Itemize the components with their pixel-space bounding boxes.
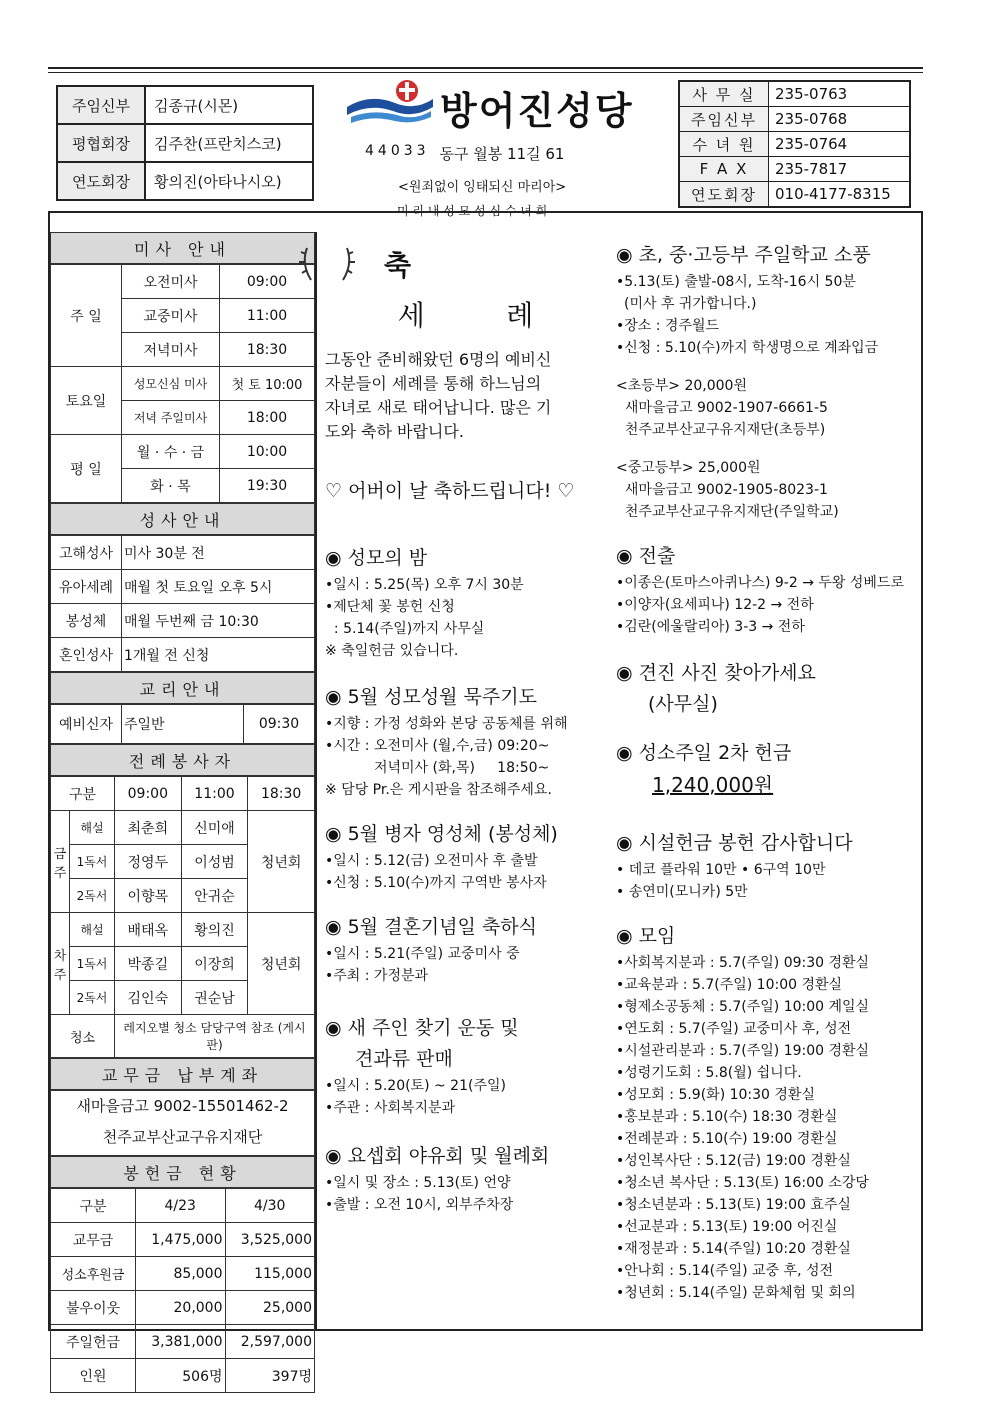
sacrament-info: 매월 두번째 금 10:30 (122, 604, 315, 638)
doctrine-table (50, 704, 315, 744)
section-title: ◉ 요셉회 야유회 및 월례회 (325, 1145, 550, 1167)
column-divider (315, 232, 317, 1331)
vocation-amount: 1,240,000원 (652, 773, 774, 797)
servers-head: 11:00 (181, 777, 248, 811)
mass-name: 성모신심 미사 (122, 367, 220, 401)
account-title: 교무금 납부계좌 (50, 1058, 315, 1090)
text-line: •김란(에울랄리아) 3-3 → 전하 (616, 619, 805, 635)
baptism-text (325, 348, 610, 444)
baptism-title: 세 례 (397, 299, 538, 332)
server-name: 권순남 (181, 981, 248, 1015)
parents-day: ♡ 어버이 날 축하드립니다! ♡ (325, 480, 575, 502)
sacrament-info: 미사 30분 전 (122, 536, 315, 570)
contact-phone: 235-0763 (769, 81, 911, 107)
text-line: 자녀로 새로 태어납니다. 많은 기 (325, 398, 552, 417)
text-line: <중고등부> 25,000원 (616, 460, 761, 476)
offering-label: 교무금 (51, 1223, 136, 1257)
offering-value: 2,597,000 (225, 1325, 315, 1359)
offering-value: 506명 (136, 1359, 226, 1393)
middle-column (325, 240, 610, 1216)
mass-name: 교중미사 (122, 299, 220, 333)
text-line: •연도회 : 5.7(주일) 교중미사 후, 성전 (616, 1021, 852, 1037)
offering-label: 인원 (51, 1359, 136, 1393)
text-line: •시설관리분과 : 5.7(주일) 19:00 경환실 (616, 1043, 870, 1059)
mass-title: 미사 안내 (50, 232, 315, 264)
day-label: 평 일 (51, 435, 122, 503)
text-line: •청년회 : 5.14(주일) 문화체험 및 회의 (616, 1285, 856, 1301)
text-line: 도와 축하 바랍니다. (325, 422, 464, 441)
top-rule-thin (48, 72, 923, 73)
text-line: •교육분과 : 5.7(주일) 10:00 경환실 (616, 977, 843, 993)
sacrament-title: 성사안내 (50, 503, 315, 535)
offering-label: 성소후원금 (51, 1257, 136, 1291)
sacrament-name: 봉성체 (51, 604, 122, 638)
text-line: •안나회 : 5.14(주일) 교중 후, 성전 (616, 1263, 834, 1279)
right-column (616, 240, 916, 1304)
postcode: 44033 (365, 143, 430, 159)
server-role: 1독서 (70, 947, 115, 981)
text-line: •형제소공동체 : 5.7(주일) 10:00 계일실 (616, 999, 870, 1015)
text-line: •출발 : 오전 10시, 외부주차장 (325, 1197, 514, 1213)
address (365, 143, 564, 164)
contact-label: 주임신부 (679, 107, 769, 132)
section-title: ◉ 전출 (616, 545, 676, 567)
staff-name: 김종규(시몬) (145, 86, 313, 124)
clean-label: 청소 (51, 1015, 115, 1058)
text-line: •재정분과 : 5.14(주일) 10:20 경환실 (616, 1241, 851, 1257)
text-line: : 5.14(주일)까지 사무실 (325, 621, 485, 637)
section-title: ◉ 시설헌금 봉헌 감사합니다 (616, 832, 853, 854)
parish-logo (345, 75, 435, 125)
text-line: ※ 축일헌금 있습니다. (325, 643, 459, 659)
section-subtitle: 견과류 판매 (355, 1048, 453, 1070)
section-title: ◉ 초, 중·고등부 주일학교 소풍 (616, 244, 871, 266)
text-line: 천주교부산교구유지재단(초등부) (616, 422, 826, 438)
text-line: •선교분과 : 5.13(토) 19:00 어진실 (616, 1219, 838, 1235)
staff-name: 황의진(아타나시오) (145, 162, 313, 200)
section-title: ◉ 5월 성모성월 묵주기도 (325, 686, 537, 708)
server-name: 안귀순 (181, 879, 248, 913)
text-line: •일시 : 5.25(목) 오후 7시 30분 (325, 577, 524, 593)
text-line: •전례분과 : 5.10(수) 19:00 경환실 (616, 1131, 838, 1147)
sacrament-name: 유아세례 (51, 570, 122, 604)
account-holder: 천주교부산교구유지재단 (102, 1128, 263, 1146)
offering-value: 115,000 (225, 1257, 315, 1291)
staff-role: 연도회장 (57, 162, 145, 200)
week-label: 금주 (51, 811, 70, 913)
mass-time: 10:00 (220, 435, 315, 469)
text-line: •성령기도회 : 5.8(월) 쉽니다. (616, 1065, 802, 1081)
text-line: 천주교부산교구유지재단(주일학교) (616, 504, 839, 520)
servers-table (50, 776, 315, 1058)
doctrine-class: 주일반 (122, 705, 244, 744)
text-line: ※ 담당 Pr.은 게시판을 참조해주세요. (325, 782, 552, 798)
offering-value: 85,000 (136, 1257, 226, 1291)
server-name: 이성범 (181, 845, 248, 879)
text-line: • 송연미(모니카) 5만 (616, 884, 748, 900)
account-number: 새마을금고 9002-15501462-2 (76, 1097, 289, 1115)
mass-name: 화 · 목 (122, 469, 220, 503)
server-name: 정영두 (115, 845, 182, 879)
mass-table (50, 264, 315, 503)
day-label: 주 일 (51, 265, 122, 367)
contact-label: 수 녀 원 (679, 132, 769, 157)
text-line: •청소년분과 : 5.13(토) 19:00 효주실 (616, 1197, 851, 1213)
laurel-icon (297, 240, 357, 286)
text-line: (미사 후 귀가합니다.) (624, 296, 757, 312)
account-box (50, 1090, 315, 1156)
offering-value: 3,525,000 (225, 1223, 315, 1257)
sacrament-table (50, 535, 315, 672)
street-address: 동구 월봉 11길 61 (439, 145, 565, 163)
mass-name: 저녁 주일미사 (122, 401, 220, 435)
mass-time: 18:30 (220, 333, 315, 367)
sacrament-info: 매월 첫 토요일 오후 5시 (122, 570, 315, 604)
server-name: 황의진 (181, 913, 248, 947)
convent-name: 미 리 내 성 모 성 심 수 녀 회 (397, 204, 548, 218)
offering-value: 3,381,000 (136, 1325, 226, 1359)
contact-phone: 235-7817 (769, 157, 911, 182)
text-line: 자분들이 세례를 통해 하느님의 (325, 374, 542, 393)
staff-name: 김주찬(프란치스코) (145, 124, 313, 162)
server-name: 박종길 (115, 947, 182, 981)
mass-name: 월 · 수 · 금 (122, 435, 220, 469)
server-role: 해설 (70, 913, 115, 947)
contact-phone: 235-0768 (769, 107, 911, 132)
top-rule (48, 67, 923, 69)
contact-label: 사 무 실 (679, 81, 769, 107)
mass-time: 첫 토 10:00 (220, 367, 315, 401)
mass-time: 09:00 (220, 265, 315, 299)
mass-name: 오전미사 (122, 265, 220, 299)
server-name: 배태옥 (115, 913, 182, 947)
section-title: ◉ 5월 병자 영성체 (봉성체) (325, 823, 558, 845)
text-line: •신청 : 5.10(수)까지 학생명으로 계좌입금 (616, 340, 879, 356)
server-role: 해설 (70, 811, 115, 845)
text-line: <초등부> 20,000원 (616, 378, 747, 394)
text-line: •이종은(토마스아퀴나스) 9-2 → 두왕 성베드로 (616, 575, 904, 591)
server-group: 청년회 (248, 811, 315, 913)
text-line: 저녁미사 (화,목) 18:50~ (325, 760, 550, 776)
server-role: 2독서 (70, 879, 115, 913)
server-name: 김인숙 (115, 981, 182, 1015)
offering-head: 구분 (51, 1189, 136, 1223)
text-line: 새마을금고 9002-1905-8023-1 (616, 482, 828, 498)
staff-table (56, 85, 314, 201)
text-line: •청소년 복사단 : 5.13(토) 16:00 소강당 (616, 1175, 869, 1191)
section-title: ◉ 성소주일 2차 헌금 (616, 742, 792, 764)
doctrine-name: 예비신자 (51, 705, 122, 744)
text-line: •사회복지분과 : 5.7(주일) 09:30 경환실 (616, 955, 870, 971)
mass-time: 11:00 (220, 299, 315, 333)
doctrine-time: 09:30 (244, 705, 315, 744)
text-line: •성인복사단 : 5.12(금) 19:00 경환실 (616, 1153, 851, 1169)
server-name: 이장희 (181, 947, 248, 981)
section-title: ◉ 견진 사진 찾아가세요 (616, 662, 816, 684)
text-line: •일시 : 5.12(금) 오전미사 후 출발 (325, 853, 538, 869)
text-line: •주관 : 사회복지분과 (325, 1100, 456, 1116)
text-line: •성모회 : 5.9(화) 10:30 경환실 (616, 1087, 815, 1103)
text-line: 새마을금고 9002-1907-6661-5 (616, 400, 828, 416)
contact-phone: 235-0764 (769, 132, 911, 157)
contact-phone: 010-4177-8315 (769, 182, 911, 208)
offering-label: 주일헌금 (51, 1325, 136, 1359)
celebrate-char: 축 (383, 249, 412, 282)
text-line: •이양자(요세피나) 12-2 → 전하 (616, 597, 814, 613)
sacrament-name: 고해성사 (51, 536, 122, 570)
section-title: ◉ 새 주인 찾기 운동 및 (325, 1017, 519, 1039)
section-title: ◉ 성모의 밤 (325, 547, 428, 569)
text-line: • 데코 플라워 10만 • 6구역 10만 (616, 862, 826, 878)
offering-head: 4/30 (225, 1189, 315, 1223)
text-line: •5.13(토) 출발-08시, 도착-16시 50분 (616, 274, 856, 290)
section-title: ◉ 5월 결혼기념일 축하식 (325, 916, 537, 938)
mass-time: 19:30 (220, 469, 315, 503)
text-line: •제단체 꽃 봉헌 신청 (325, 599, 455, 615)
text-line: •시간 : 오전미사 (월,수,금) 09:20~ (325, 738, 550, 754)
server-role: 1독서 (70, 845, 115, 879)
server-name: 이향목 (115, 879, 182, 913)
text-line: •홍보분과 : 5.10(수) 18:30 경환실 (616, 1109, 838, 1125)
offering-title: 봉헌금 현황 (50, 1156, 315, 1188)
mass-name: 저녁미사 (122, 333, 220, 367)
motto: <원죄없이 잉태되신 마리아> (398, 180, 567, 195)
server-role: 2독서 (70, 981, 115, 1015)
offering-value: 25,000 (225, 1291, 315, 1325)
celebrate-emblem (185, 240, 610, 286)
server-name: 최춘희 (115, 811, 182, 845)
sacrament-info: 1개월 전 신청 (122, 638, 315, 672)
section-subtitle: (사무실) (648, 693, 718, 715)
section-title: ◉ 모임 (616, 925, 676, 947)
text-line: •일시 및 장소 : 5.13(토) 언양 (325, 1175, 511, 1191)
mass-time: 18:00 (220, 401, 315, 435)
offering-table (50, 1188, 315, 1393)
staff-role: 평협회장 (57, 124, 145, 162)
offering-value: 1,475,000 (136, 1223, 226, 1257)
staff-role: 주임신부 (57, 86, 145, 124)
servers-head: 18:30 (248, 777, 315, 811)
text-line: •신청 : 5.10(수)까지 구역반 봉사자 (325, 875, 547, 891)
clean-text: 레지오별 청소 담당구역 참조 (게시판) (115, 1015, 315, 1058)
offering-label: 불우이웃 (51, 1291, 136, 1325)
offering-head: 4/23 (136, 1189, 226, 1223)
text-line: •일시 : 5.21(주일) 교중미사 중 (325, 946, 520, 962)
contact-label: 연도회장 (679, 182, 769, 208)
server-name: 신미애 (181, 811, 248, 845)
week-label: 차주 (51, 913, 70, 1015)
sacrament-name: 혼인성사 (51, 638, 122, 672)
text-line: 그동안 준비해왔던 6명의 예비신 (325, 350, 552, 369)
server-group: 청년회 (248, 913, 315, 1015)
day-label: 토요일 (51, 367, 122, 435)
offering-value: 20,000 (136, 1291, 226, 1325)
text-line: •일시 : 5.20(토) ~ 21(주일) (325, 1078, 506, 1094)
text-line: •주최 : 가정분과 (325, 968, 429, 984)
servers-title: 전례봉사자 (50, 744, 315, 776)
contact-label: F A X (679, 157, 769, 182)
servers-head: 09:00 (115, 777, 182, 811)
text-line: •장소 : 경주월드 (616, 318, 720, 334)
offering-value: 397명 (225, 1359, 315, 1393)
parish-name: 방어진성당 (440, 89, 634, 133)
contact-table (678, 80, 911, 208)
left-column (50, 232, 315, 1393)
text-line: •지향 : 가정 성화와 본당 공동체를 위해 (325, 716, 568, 732)
servers-head: 구분 (51, 777, 115, 811)
doctrine-title: 교리안내 (50, 672, 315, 704)
